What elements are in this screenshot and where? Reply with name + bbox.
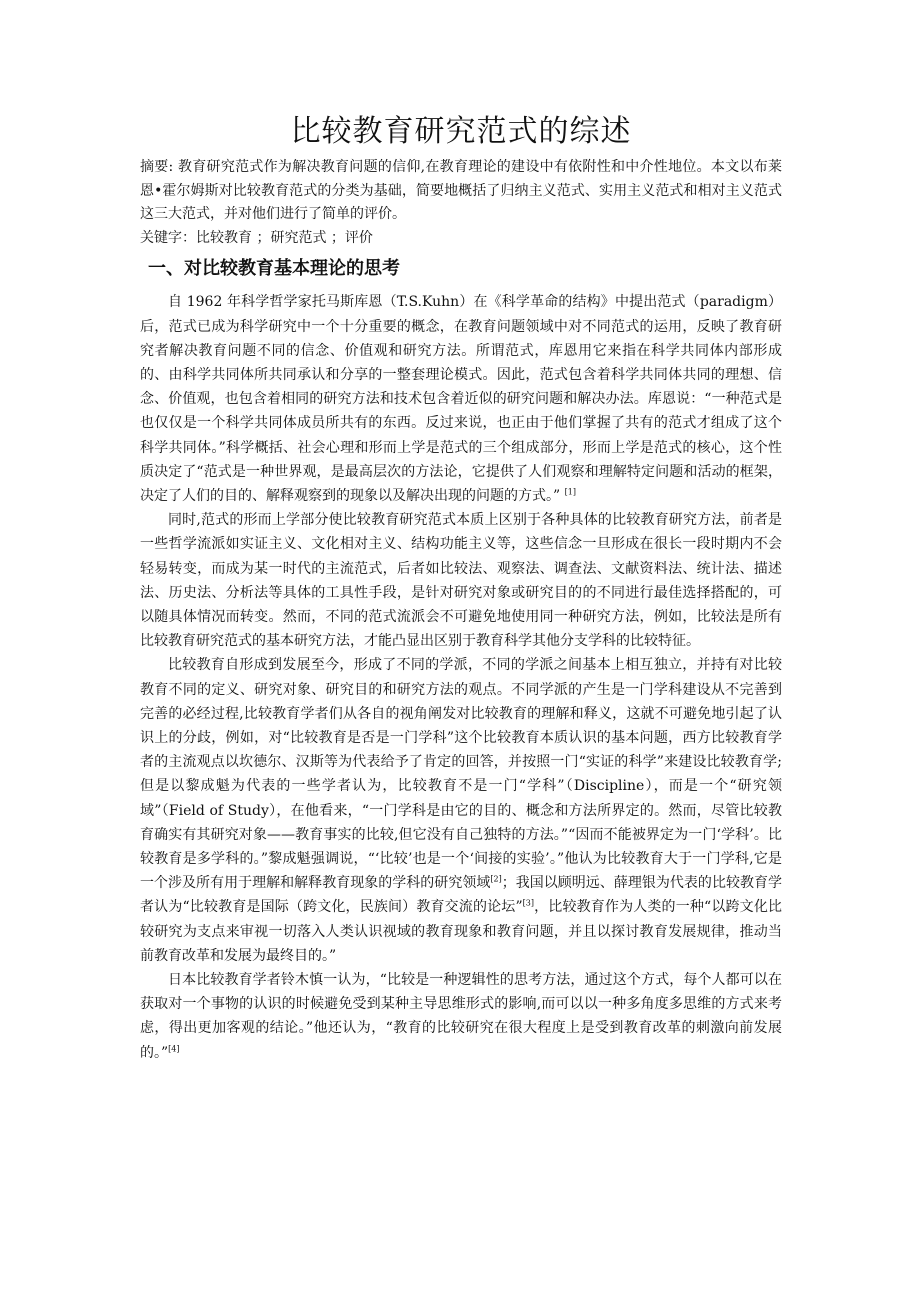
paragraph-text: 自 1962 年科学哲学家托马斯库恩（T.S.Kuhn）在《科学革命的结构》中提出范式（paradigm）后，范式已成为科学研究中一个十分重要的概念，在教育问题领域中对不同范式的运用，反映了教育研究者解决教育问题不同的信念、价值观和研究方法。所谓范式，库恩用它来指在科学共同体内部形成的、由科学共同体所共同承认和分享的一整套理论模式。因此，范式包含着科学共同体共同的理想、信念、价值观，也包含着相同的研究方法和技术包含着近似的研究问题和解决办法。库恩说：“一种范式是也仅仅是一个科学共同体成员所共有的东西。反过来说，也正由于他们掌握了共有的范式才组成了这个科学共同体。”科学概括、社会心理和形而上学是范式的三个组成部分，形而上学是范式的核心，这个性质决定了“范式是一种世界观，是最高层次的方法论，它提供了人们观察和理解特定问题和活动的框架，决定了人们的目的、解释观察到的现象以及解决出现的问题的方式。” [140,294,782,504]
paragraph-text: ；我国以顾明远、薛理银为代表的比较教育学者认为“比较教育是国际（跨文化，民族间）教育交流的论坛” [140,875,783,916]
document-title: 比较教育研究范式的综述 [290,114,632,149]
section-heading: 一、对比较教育基本理论的思考 [148,258,400,280]
paragraph-1 [140,290,782,508]
paragraph-text: ，比较教育作为人类的一种“以跨文化比较研究为支点来审视一切落入人类认识视域的教育现象和教育问题，并且以探讨教育发展规律，推动当前教育改革和发展为最终目的。” [140,899,782,964]
paragraph-text: 日本比较教育学者铃木慎一认为，“比较是一种逻辑性的思考方法，通过这个方式，每个人都可以在获取对一个事物的认识的时候避免受到某种主导思维形式的影响,而可以以一种多角度多思维的方式来考虑，得出更加客观的结论。”他还认为，“教育的比较研究在很大程度上是受到教育改革的刺激向前发展的。” [140,972,782,1061]
citation-ref: [2] [490,874,502,884]
citation-ref: [1] [564,487,576,497]
keywords: 关键字：比较教育 ；研究范式 ；评价 [140,229,373,246]
paragraph-text: 比较教育自形成到发展至今，形成了不同的学派，不同的学派之间基本上相互独立，并持有对比较教育不同的定义、研究对象、研究目的和研究方法的观点。不同学派的产生是一门学科建设从不完善到完善的必经过程,比较教育学者们从各自的视角阐发对比较教育的理解和释义，这就不可避免地引起了认识上的分歧，例如，对“比较教育是否是一门学科”这个比较教育本质认识的基本问题，西方比较教育学者的主流观点以坎德尔、汉斯等为代表给予了肯定的回答，并按照一门“实证的科学”来建设比较教育学; 但是以黎成魁为代表的一些学者认为，比较教育不是一门“学科”（Discipline），而是一个“研究领域”（Field of Study），在他看来，“一门学科是由它的目的、概念和方法所界定的。然而，尽管比较教育确实有其研究对象——教育事实的比较,但它没有自己独特的方法。”“因而不能被界定为一门‘学科’。比较教育是多学科的。”黎成魁强调说，“‘比较’也是一个‘间接的实验’。”他认为比较教育大于一门学科,它是一个涉及所有用于理解和解释教育现象的学科的研究领域 [140,657,782,892]
paragraph-2 [140,508,782,653]
citation-ref: [4] [168,1044,180,1054]
document-page [140,110,782,1065]
abstract: 摘要: 教育研究范式作为解决教育问题的信仰,在教育理论的建设中有依附性和中介性地位。本文以布莱恩•霍尔姆斯对比较教育范式的分类为基础，简要地概括了归纳主义范式、实用主义范式和相对主义范式这三大范式，并对他们进行了简单的评价。 [140,159,782,223]
citation-ref: [3] [522,898,534,908]
paragraph-text: 同时,范式的形而上学部分使比较教育研究范式本质上区别于各种具体的比较教育研究方法，前者是一些哲学流派如实证主义、文化相对主义、结构功能主义等，这些信念一旦形成在很长一段时期内不会轻易转变，而成为某一时代的主流范式，后者如比较法、观察法、调查法、文献资料法、统计法、描述法、历史法、分析法等具体的工具性手段，是针对研究对象或研究目的的不同进行最佳选择搭配的，可以随具体情况而转变。然而，不同的范式流派会不可避免地使用同一种研究方法，例如，比较法是所有比较教育研究范式的基本研究方法，才能凸显出区别于教育科学其他分支学科的比较特征。 [140,512,782,650]
paragraph-3 [140,653,782,968]
paragraph-4 [140,968,782,1065]
